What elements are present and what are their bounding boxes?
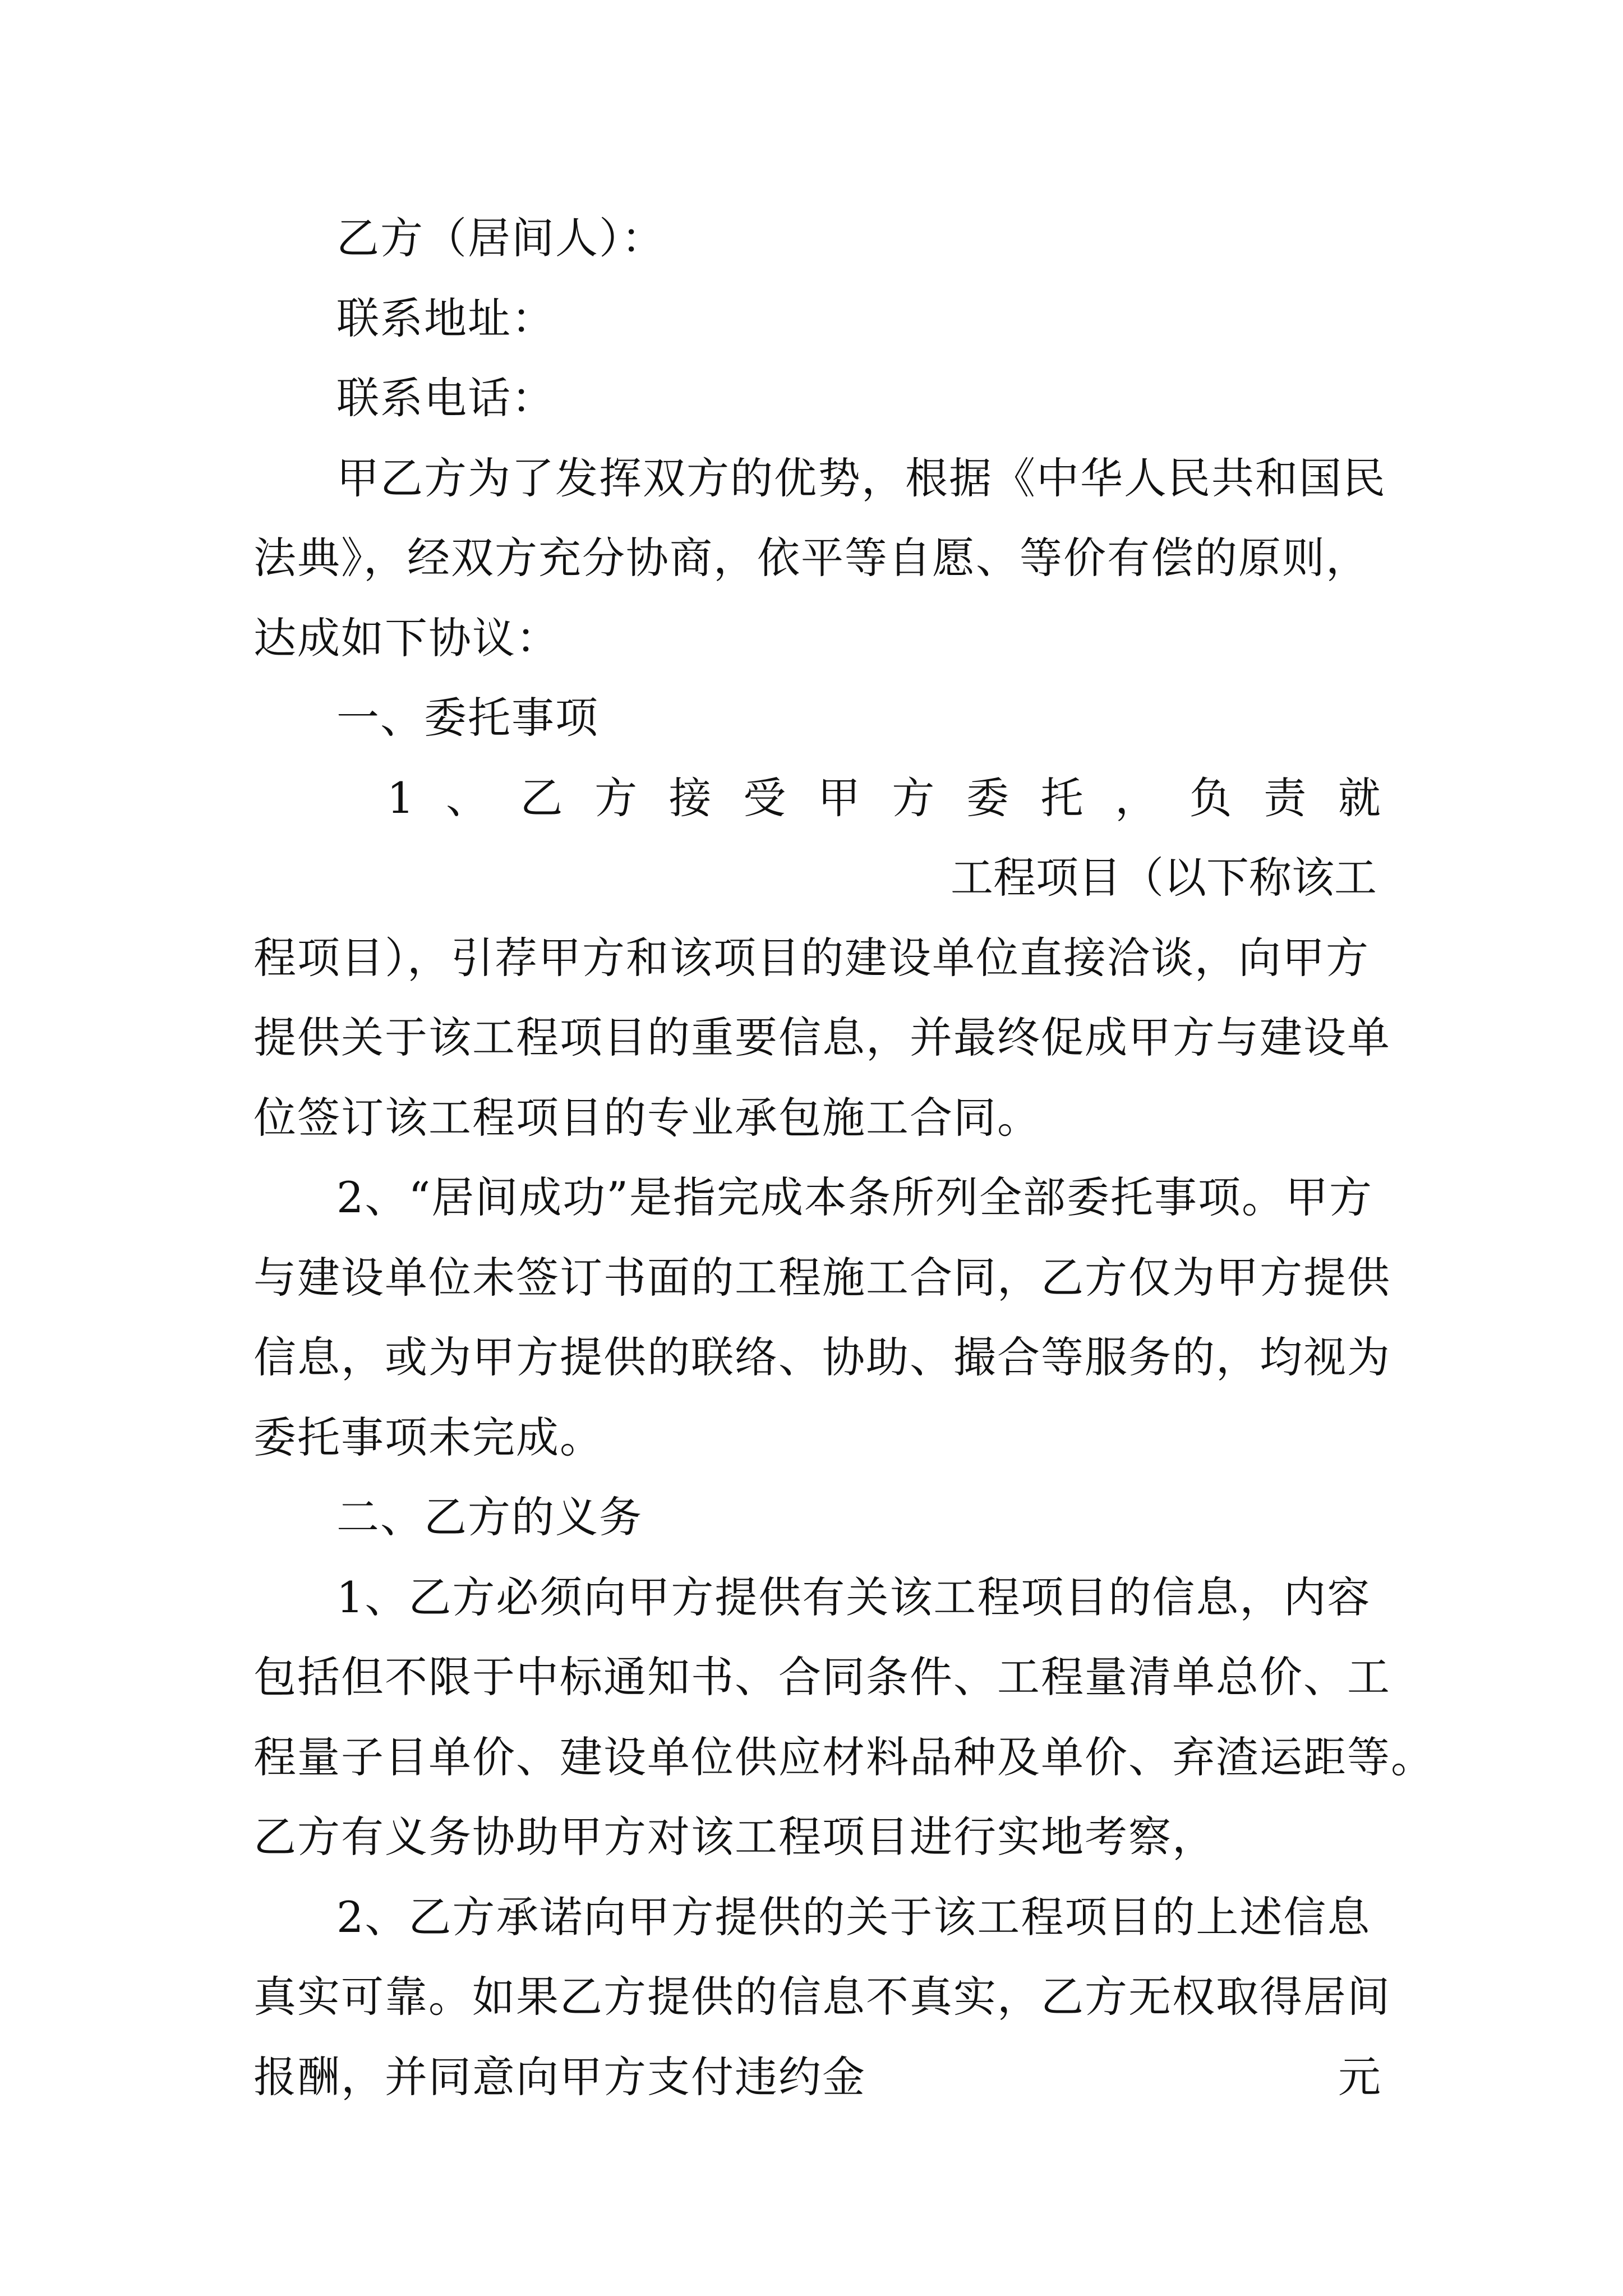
duty2-line-1: 2、乙方承诺向甲方提供的关于该工程项目的上述信息 — [336, 1892, 1371, 1942]
item2-line-4: 委托事项未完成。 — [253, 1412, 603, 1462]
item1-line-5: 位签订该工程项目的专业承包施工合同。 — [253, 1093, 1041, 1143]
item1-char: 、 — [445, 773, 488, 823]
party-b-label: 乙方（居间人）： — [336, 213, 665, 263]
item1-char: ， — [1115, 773, 1158, 823]
item1-char: 乙 — [520, 773, 563, 823]
contact-address-label: 联系地址： — [336, 293, 555, 343]
item1-line-2: 工程项目（以下称该工 — [951, 853, 1377, 903]
duty1-line-1: 1、乙方必须向甲方提供有关该工程项目的信息，内容 — [336, 1572, 1371, 1622]
duty1-line-4: 乙方有义务协助甲方对该工程项目进行实地考察， — [253, 1812, 1216, 1862]
item1-char: 委 — [966, 773, 1009, 823]
item1-line-4: 提供关于该工程项目的重要信息，并最终促成甲方与建设单 — [253, 1013, 1391, 1062]
item1-char: 甲 — [817, 773, 860, 823]
section1-title: 一、委托事项 — [336, 693, 599, 743]
item2-line-1: 2、“居间成功”是指完成本条所列全部委托事项。甲方 — [336, 1172, 1373, 1222]
item1-char: 负 — [1189, 773, 1232, 823]
intro-line-3: 达成如下协议： — [253, 613, 560, 663]
item1-line-1 — [387, 773, 1381, 823]
item2-line-3: 信息，或为甲方提供的联络、协助、撮合等服务的，均视为 — [253, 1332, 1391, 1382]
item1-char: 受 — [743, 773, 786, 823]
item1-char: 托 — [1040, 773, 1083, 823]
item1-char: 方 — [892, 773, 935, 823]
item1-char: 责 — [1264, 773, 1307, 823]
contact-phone-label: 联系电话： — [336, 373, 555, 423]
item1-char: 方 — [594, 773, 638, 823]
intro-line-2: 法典》，经双方充分协商，依平等自愿、等价有偿的原则， — [253, 533, 1370, 583]
duty1-line-3: 程量子目单价、建设单位供应材料品种及单价、弃渣运距等。 — [253, 1732, 1435, 1782]
section2-title: 二、乙方的义务 — [336, 1492, 643, 1542]
item1-char: 1 — [387, 773, 414, 823]
duty2-line-2: 真实可靠。如果乙方提供的信息不真实，乙方无权取得居间 — [253, 1972, 1391, 2022]
penalty-unit: 元 — [1338, 2052, 1381, 2102]
item1-line-3: 程项目），引荐甲方和该项目的建设单位直接洽谈，向甲方 — [253, 933, 1370, 983]
item1-char: 接 — [668, 773, 712, 823]
item1-char: 就 — [1338, 773, 1381, 823]
intro-line-1: 甲乙方为了发挥双方的优势，根据《中华人民共和国民 — [336, 453, 1386, 503]
duty2-line-3: 报酬，并同意向甲方支付违约金 — [253, 2052, 866, 2102]
item2-line-2: 与建设单位未签订书面的工程施工合同，乙方仅为甲方提供 — [253, 1253, 1391, 1303]
duty1-line-2: 包括但不限于中标通知书、合同条件、工程量清单总价、工 — [253, 1652, 1391, 1702]
